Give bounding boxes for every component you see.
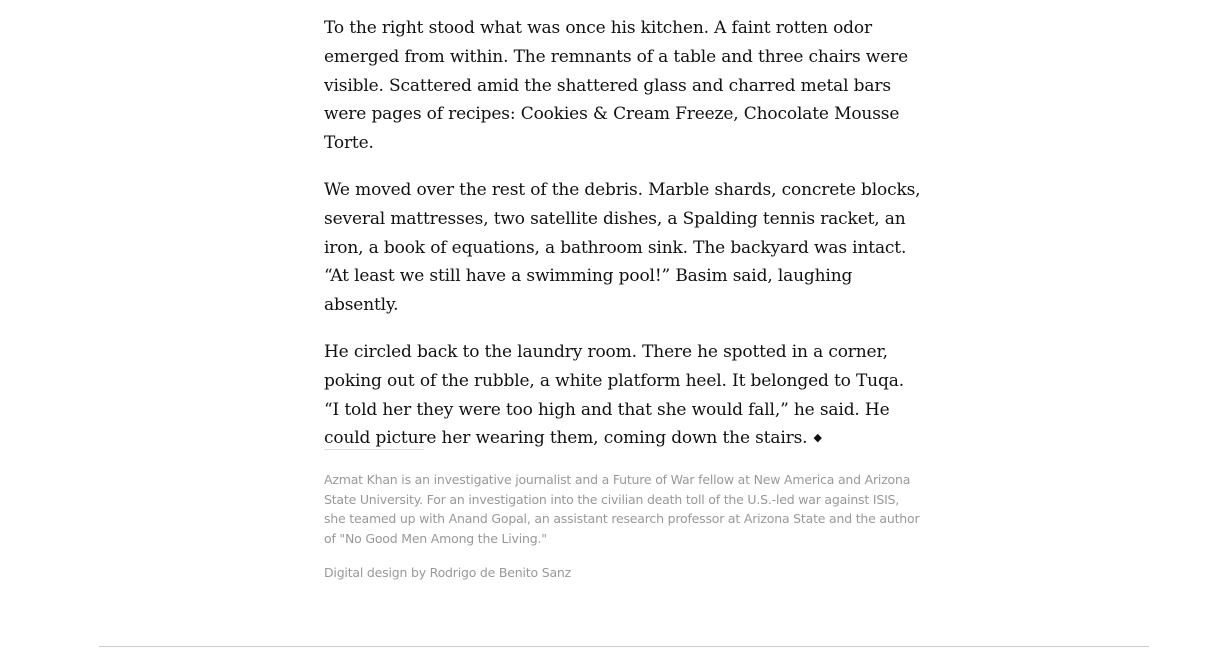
article-paragraph-text: He circled back to the laundry room. There he spotted in a corner, poking out of the rubble, a white platform heel. It belonged to Tuqa. “I told her they were too high and that she would fall,” he said. He could picture her wearing them, coming down the stairs. bbox=[324, 341, 904, 449]
end-mark-icon: ◆ bbox=[813, 431, 822, 445]
page-bottom-divider bbox=[99, 646, 1149, 647]
article-paragraph: We moved over the rest of the debris. Marble shards, concrete blocks, several mattresses, two satellite dishes, a Spalding tennis racket, an iron, a book of equations, a bathroom sink. The backyard was intact. “At least we still have a swimming pool!” Basim said, laughing absently. bbox=[324, 179, 921, 316]
article-paragraph: To the right stood what was once his kitchen. A faint rotten odor emerged from within. The remnants of a table and three chairs were visible. Scattered amid the shattered glass and charred metal bars were pages of recipes: Cookies & Cream Freeze, Chocolate Mousse Torte. bbox=[324, 18, 909, 154]
author-bio: Azmat Khan is an investigative journalist and a Future of War fellow at New America and Arizona State University. For an investigation into the civilian death toll of the U.S.-led war against ISIS, she teamed up with Anand Gopal, an assistant research professor at Arizona State and the author of "No Good Men Among the Living." bbox=[324, 472, 920, 546]
article-paragraph-last bbox=[324, 338, 924, 453]
footer-divider bbox=[324, 449, 424, 450]
design-credit: Digital design by Rodrigo de Benito Sanz bbox=[324, 565, 571, 580]
article-body bbox=[324, 14, 924, 471]
